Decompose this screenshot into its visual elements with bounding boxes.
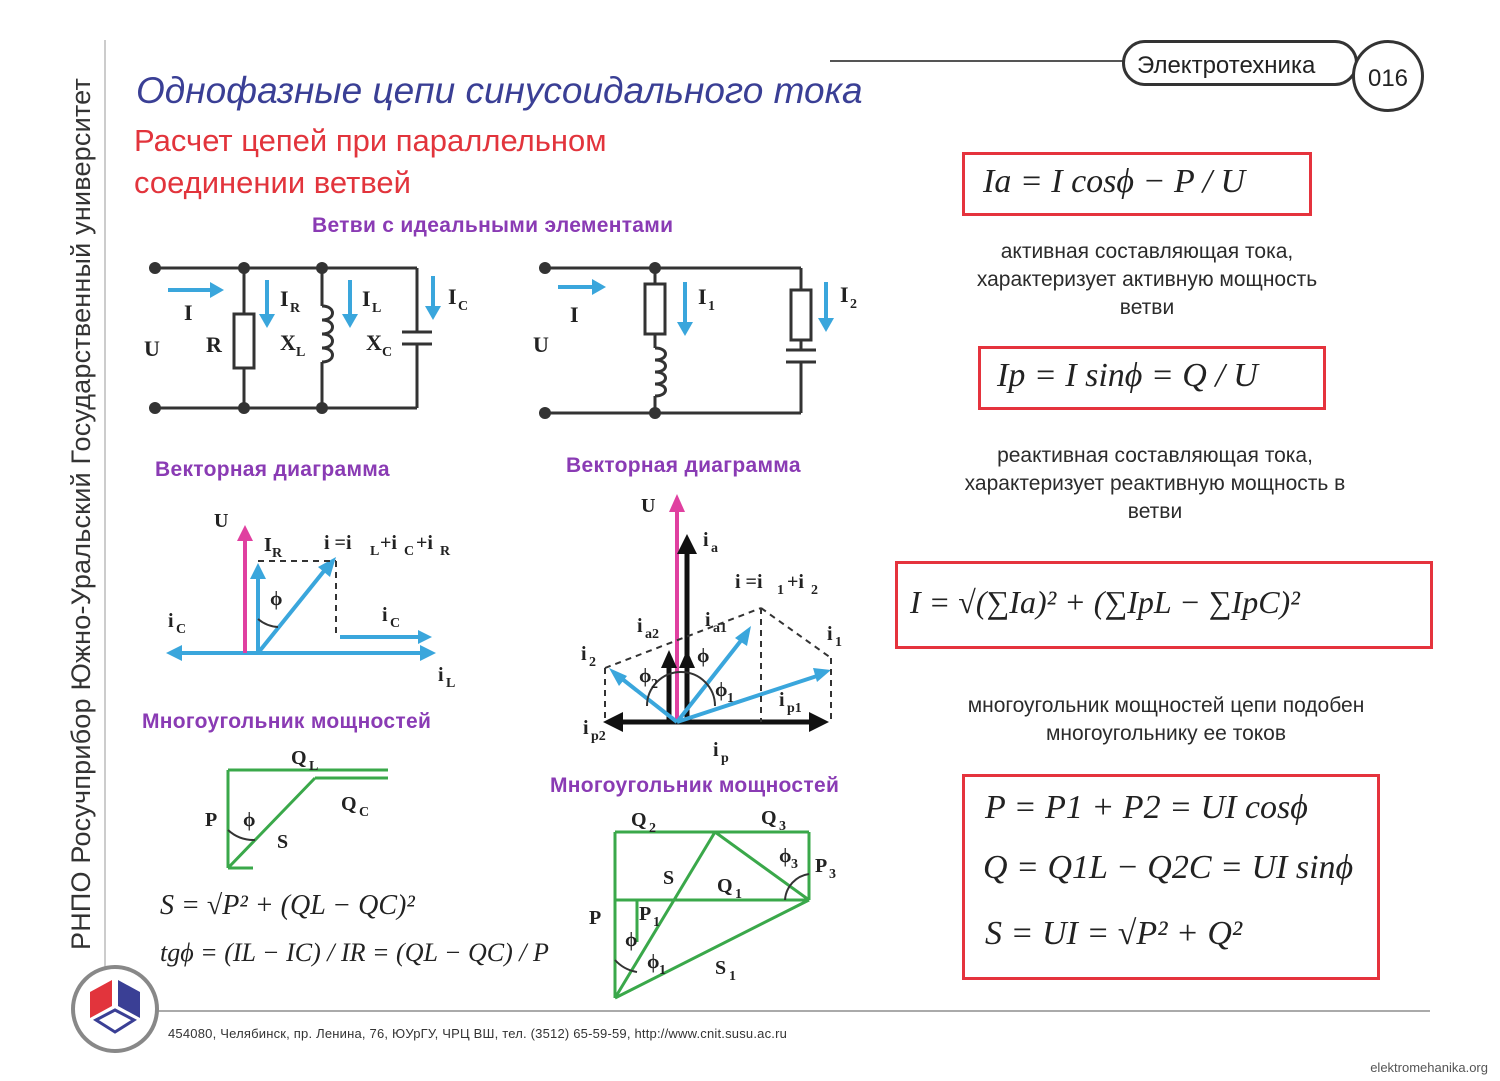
label-phi1: ϕ bbox=[715, 679, 728, 701]
label-IC: I bbox=[448, 284, 457, 309]
formula-P-total: P = P1 + P2 = UI cosϕ bbox=[985, 789, 1308, 826]
label-phi: ϕ bbox=[697, 645, 710, 667]
svg-text:L: L bbox=[370, 544, 380, 559]
label-I1: i bbox=[827, 623, 833, 645]
page-number: 016 bbox=[1352, 40, 1424, 112]
power-polygon-left bbox=[195, 740, 405, 880]
terminal-dot bbox=[539, 262, 551, 274]
svg-text:C: C bbox=[404, 544, 415, 559]
section-power-polygon-left: Многоугольник мощностей bbox=[142, 710, 432, 733]
svg-text:p1: p1 bbox=[787, 701, 802, 716]
formula-box-Ia bbox=[962, 152, 1312, 216]
label-QC: Q bbox=[341, 793, 357, 815]
label-sum: i =i bbox=[324, 532, 352, 554]
node-dot bbox=[238, 262, 250, 274]
label-IR: I bbox=[280, 286, 289, 311]
node-dot bbox=[649, 407, 661, 419]
svg-text:1: 1 bbox=[729, 969, 736, 984]
label-I: I bbox=[570, 302, 579, 327]
svg-text:R: R bbox=[272, 546, 283, 561]
svg-text:+i: +i bbox=[416, 532, 433, 554]
desc-polygon: многоугольник мощностей цепи подобен многоугольнику ее токов bbox=[967, 694, 1365, 745]
label-U: U bbox=[214, 510, 229, 532]
desc-active: активная составляющая тока, характеризует активную мощность ветви bbox=[976, 240, 1318, 319]
circuit-right bbox=[530, 250, 870, 430]
watermark: elektromehanika.org bbox=[1370, 1060, 1488, 1075]
svg-text:p: p bbox=[721, 751, 729, 766]
svg-text:3: 3 bbox=[779, 819, 786, 834]
svg-text:2: 2 bbox=[649, 821, 656, 836]
label-Ia2: i bbox=[637, 615, 643, 637]
formula-box-power bbox=[962, 774, 1380, 980]
label-P: P bbox=[205, 809, 218, 831]
formula-box-Ip bbox=[978, 346, 1326, 410]
power-polygon-right bbox=[585, 800, 845, 1010]
circuit-left bbox=[140, 250, 480, 430]
vector-diagram-left bbox=[150, 495, 480, 700]
label-Q2: Q bbox=[631, 809, 647, 831]
label-Q3: Q bbox=[761, 807, 777, 829]
label-P3: P bbox=[815, 855, 828, 877]
label-Ip1: i bbox=[779, 689, 785, 711]
label-I1: I bbox=[698, 284, 707, 309]
svg-text:a2: a2 bbox=[645, 627, 659, 642]
svg-text:C: C bbox=[458, 299, 469, 314]
label-U: U bbox=[641, 495, 656, 517]
section-ideal-branches: Ветви с идеальными элементами bbox=[312, 214, 674, 237]
svg-text:1: 1 bbox=[835, 635, 842, 650]
desc-reactive: реактивная составляющая тока, характеризует реактивную мощность в ветви bbox=[964, 444, 1346, 523]
section-power-polygon-right: Многоугольник мощностей bbox=[550, 774, 840, 797]
svg-text:L: L bbox=[296, 345, 306, 360]
formula-S-total: S = UI = √P² + Q² bbox=[985, 915, 1243, 952]
terminal-dot bbox=[149, 402, 161, 414]
svg-text:L: L bbox=[372, 301, 382, 316]
label-P: P bbox=[589, 907, 602, 929]
left-border-line bbox=[104, 40, 106, 1000]
label-Ia1: i bbox=[705, 609, 711, 631]
svg-text:p2: p2 bbox=[591, 729, 606, 744]
formula-box-I-total bbox=[895, 561, 1433, 649]
label-phi2: ϕ bbox=[639, 665, 652, 687]
node-dot bbox=[649, 262, 661, 274]
university-vertical-text: РНПО Росучприбор Южно-Уральский Государственный университет bbox=[66, 77, 96, 950]
svg-text:C: C bbox=[359, 805, 370, 820]
page-subtitle: Расчет цепей при параллельном соединении ветвей bbox=[134, 123, 607, 200]
label-IC-right: i bbox=[382, 604, 388, 626]
svg-text:R: R bbox=[290, 301, 301, 316]
vector-diagram-right bbox=[565, 480, 865, 770]
page-title: Однофазные цепи синусоидального тока bbox=[136, 70, 863, 111]
formula-I-total: I = √(∑Ia)² + (∑IpL − ∑IpC)² bbox=[910, 584, 1300, 620]
node-dot bbox=[238, 402, 250, 414]
label-I: I bbox=[184, 300, 193, 325]
formula-S-left: S = √P² + (QL − QC)² bbox=[160, 890, 415, 921]
svg-text:+i: +i bbox=[380, 532, 397, 554]
label-IC-left: i bbox=[168, 610, 174, 632]
svg-text:2: 2 bbox=[651, 677, 658, 692]
subject-badge: Электротехника bbox=[1122, 40, 1358, 86]
formula-Ia: Ia = I cosϕ − P / U bbox=[983, 163, 1246, 200]
label-Ip2: i bbox=[583, 717, 589, 739]
label-S: S bbox=[277, 831, 289, 853]
label-phi3: ϕ bbox=[779, 845, 792, 867]
badge-line bbox=[830, 60, 1130, 62]
label-QL: Q bbox=[291, 747, 307, 769]
svg-text:R: R bbox=[440, 544, 451, 559]
svg-text:1: 1 bbox=[727, 691, 734, 706]
label-XC: X bbox=[366, 330, 382, 355]
footer-address: 454080, Челябинск, пр. Ленина, 76, ЮУрГУ, ЧРЦ ВШ, тел. (3512) 65-59-59, http://www.cnit.susu.ac.ru bbox=[168, 1026, 788, 1041]
svg-text:3: 3 bbox=[829, 867, 836, 882]
svg-text:1: 1 bbox=[708, 299, 715, 314]
label-U: U bbox=[533, 332, 549, 357]
label-I2: I bbox=[840, 282, 849, 307]
svg-text:+i: +i bbox=[787, 571, 804, 593]
svg-text:C: C bbox=[382, 345, 393, 360]
label-phi: ϕ bbox=[270, 588, 283, 610]
label-phi: ϕ bbox=[625, 929, 638, 951]
svg-text:L: L bbox=[446, 676, 456, 691]
section-vector-diagram-right: Векторная диаграмма bbox=[566, 454, 801, 477]
bottom-border-line bbox=[150, 1010, 1430, 1012]
label-phi: ϕ bbox=[243, 809, 256, 831]
section-vector-diagram-left: Векторная диаграмма bbox=[155, 458, 390, 481]
svg-text:2: 2 bbox=[850, 297, 857, 312]
label-IR: I bbox=[264, 534, 272, 556]
label-R: R bbox=[206, 332, 222, 357]
svg-text:3: 3 bbox=[791, 857, 798, 872]
label-S1: S bbox=[715, 957, 727, 979]
label-U: U bbox=[144, 336, 160, 361]
terminal-dot bbox=[539, 407, 551, 419]
formula-Q-total: Q = Q1L − Q2C = UI sinϕ bbox=[983, 849, 1354, 886]
label-I2: i bbox=[581, 643, 587, 665]
terminal-dot bbox=[149, 262, 161, 274]
svg-text:C: C bbox=[390, 616, 401, 631]
node-dot bbox=[316, 402, 328, 414]
label-phi1: ϕ bbox=[647, 951, 660, 973]
university-logo bbox=[68, 962, 162, 1056]
label-S: S bbox=[663, 867, 675, 889]
label-IL: i bbox=[438, 664, 444, 686]
svg-text:a: a bbox=[711, 541, 718, 556]
svg-text:a1: a1 bbox=[713, 621, 727, 636]
formula-tg-left: tgϕ = (IL − IC) / IR = (QL − QC) / P bbox=[160, 938, 549, 967]
svg-text:2: 2 bbox=[589, 655, 596, 670]
label-Ia: i bbox=[703, 529, 709, 551]
svg-text:1: 1 bbox=[659, 963, 666, 978]
label-Ip: i bbox=[713, 739, 719, 761]
svg-text:1: 1 bbox=[653, 915, 660, 930]
label-XL: X bbox=[280, 330, 296, 355]
label-P1: P bbox=[639, 903, 652, 925]
label-Q1: Q bbox=[717, 875, 733, 897]
svg-text:2: 2 bbox=[811, 583, 818, 598]
label-IL: I bbox=[362, 286, 371, 311]
formula-Ip: Ip = I sinϕ = Q / U bbox=[997, 357, 1258, 394]
svg-text:C: C bbox=[176, 622, 187, 637]
svg-text:L: L bbox=[309, 759, 319, 774]
node-dot bbox=[316, 262, 328, 274]
label-sum: i =i bbox=[735, 571, 763, 593]
svg-text:1: 1 bbox=[735, 887, 742, 902]
svg-text:1: 1 bbox=[777, 583, 784, 598]
